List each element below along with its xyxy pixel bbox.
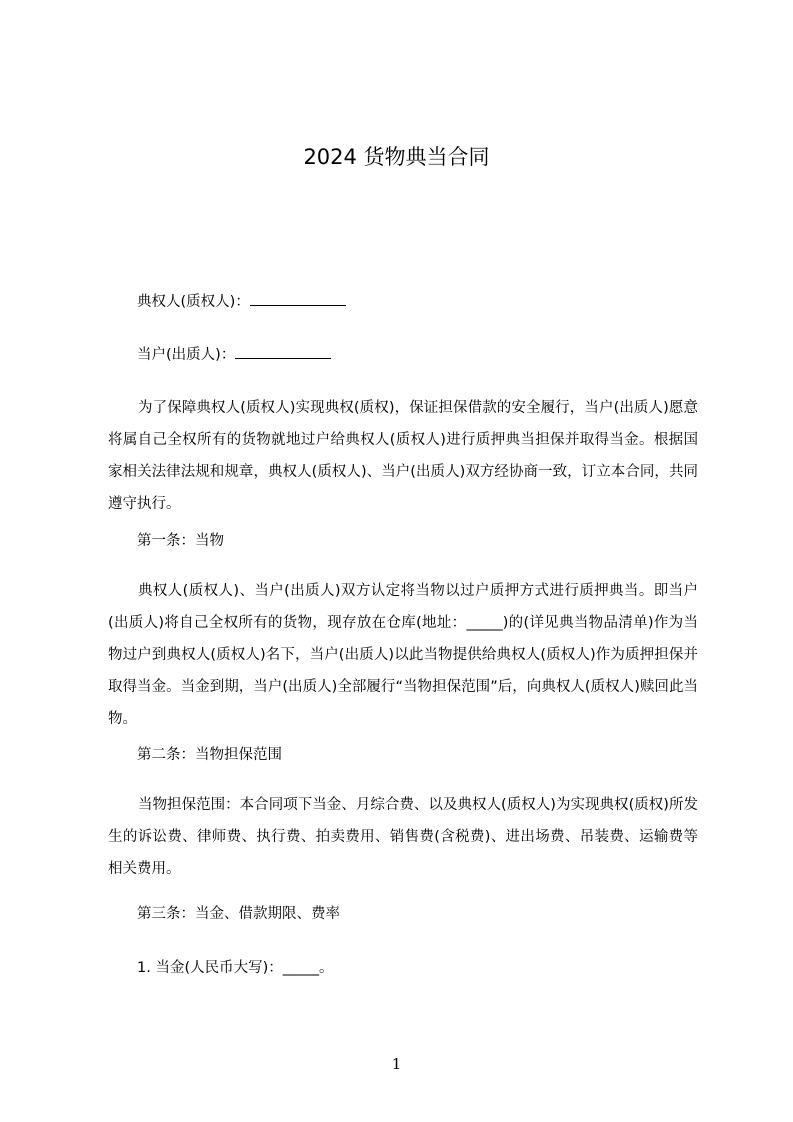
pawnor-line (137, 344, 331, 366)
article1-heading: 第一条：当物 (137, 533, 224, 549)
pawnee-blank-field (250, 291, 346, 306)
pawnor-label: 当户(出质人)： (137, 347, 236, 363)
pawnee-line (137, 291, 346, 313)
pawnor-blank-field (235, 344, 331, 359)
page-number: 1 (391, 1055, 402, 1073)
article2-paragraph: 当物担保范围：本合同项下当金、月综合费、以及典权人(质权人)为实现典权(质权)所发生的诉讼费、律师费、执行费、拍卖费用、销售费(含税费)、进出场费、吊装费、运输费等相关费用。 (108, 797, 698, 877)
pawnee-label: 典权人(质权人)： (137, 294, 250, 310)
article3-heading: 第三条：当金、借款期限、费率 (137, 906, 340, 922)
preamble-paragraph: 为了保障典权人(质权人)实现典权(质权)，保证担保借款的安全履行，当户(出质人)愿意将属自己全权所有的货物就地过户给典权人(质权人)进行质押典当担保并取得当金。根据国家相关法律法规和规章，典权人(质权人)、当户(出质人)双方经协商一致，订立本合同，共同遵守执行。 (108, 400, 698, 512)
article2-heading: 第二条：当物担保范围 (137, 747, 282, 763)
document-title: 2024 货物典当合同 (303, 145, 490, 169)
article1-paragraph: 典权人(质权人)、当户(出质人)双方认定将当物以过户质押方式进行质押典当。即当户(出质人)将自己全权所有的货物，现存放在仓库(地址：_____)的(详见典当物品清单)作为当物过户到典权人(质权人)名下，当户(出质人)以此当物提供给典权人(质权人)作为质押担保并取得当金。当金到期，当户(出质人)全部履行“当物担保范围”后，向典权人(质权人)赎回此当物。 (108, 583, 698, 727)
article3-item-1: 1. 当金(人民币大写)：_____。 (137, 960, 334, 976)
